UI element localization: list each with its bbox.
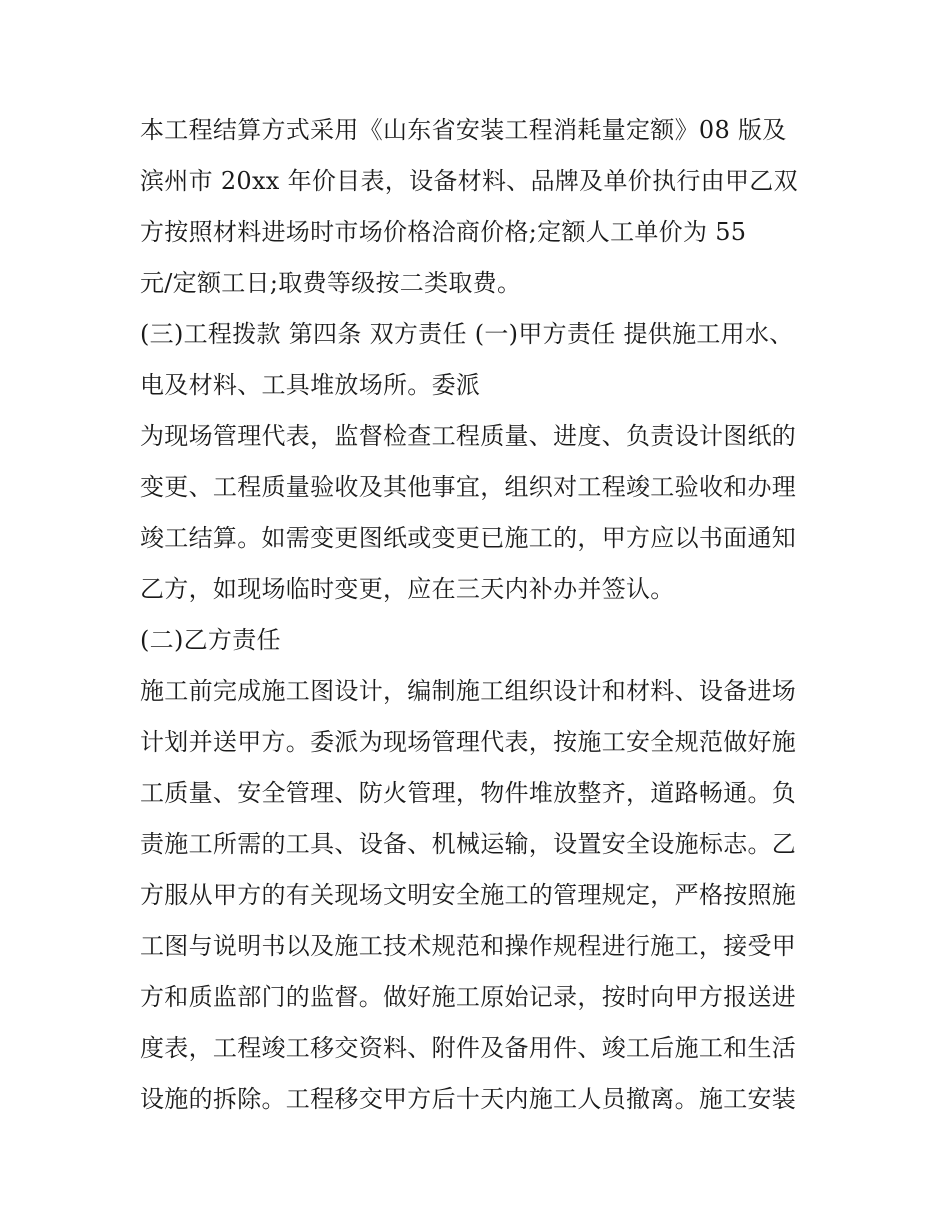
text-line: 竣工结算。如需变更图纸或变更已施工的，甲方应以书面通知 <box>140 524 797 552</box>
text-line: 方按照材料进场时市场价格洽商价格;定额人工单价为 55 <box>140 218 747 246</box>
text-line: 施工前完成施工图设计，编制施工组织设计和材料、设备进场 <box>140 677 797 705</box>
text-line: 滨州市 20xx 年价目表，设备材料、品牌及单价执行由甲乙双 <box>140 167 798 195</box>
text-line: 度表，工程竣工移交资料、附件及备用件、竣工后施工和生活 <box>140 1034 797 1062</box>
text-line: 电及材料、工具堆放场所。委派 <box>140 371 481 399</box>
text-line: 为现场管理代表，监督检查工程质量、进度、负责设计图纸的 <box>140 422 797 450</box>
text-line: 设施的拆除。工程移交甲方后十天内施工人员撤离。施工安装 <box>140 1085 797 1113</box>
text-line: 计划并送甲方。委派为现场管理代表，按施工安全规范做好施 <box>140 728 797 756</box>
text-line: (三)工程拨款 第四条 双方责任 (一)甲方责任 提供施工用水、 <box>140 320 794 348</box>
text-line: 责施工所需的工具、设备、机械运输，设置安全设施标志。乙 <box>140 830 797 858</box>
text-line: 工图与说明书以及施工技术规范和操作规程进行施工，接受甲 <box>140 932 797 960</box>
text-line: 变更、工程质量验收及其他事宜，组织对工程竣工验收和办理 <box>140 473 797 501</box>
text-line: 方服从甲方的有关现场文明安全施工的管理规定，严格按照施 <box>140 881 797 909</box>
text-line: 本工程结算方式采用《山东省安装工程消耗量定额》08 版及 <box>140 116 787 144</box>
text-line: 元/定额工日;取费等级按二类取费。 <box>140 269 522 297</box>
section-heading: (二)乙方责任 <box>140 626 281 654</box>
text-line: 工质量、安全管理、防火管理，物件堆放整齐，道路畅通。负 <box>140 779 797 807</box>
text-line: 方和质监部门的监督。做好施工原始记录，按时向甲方报送进 <box>140 983 797 1011</box>
text-line: 乙方，如现场临时变更，应在三天内补办并签认。 <box>140 575 675 603</box>
